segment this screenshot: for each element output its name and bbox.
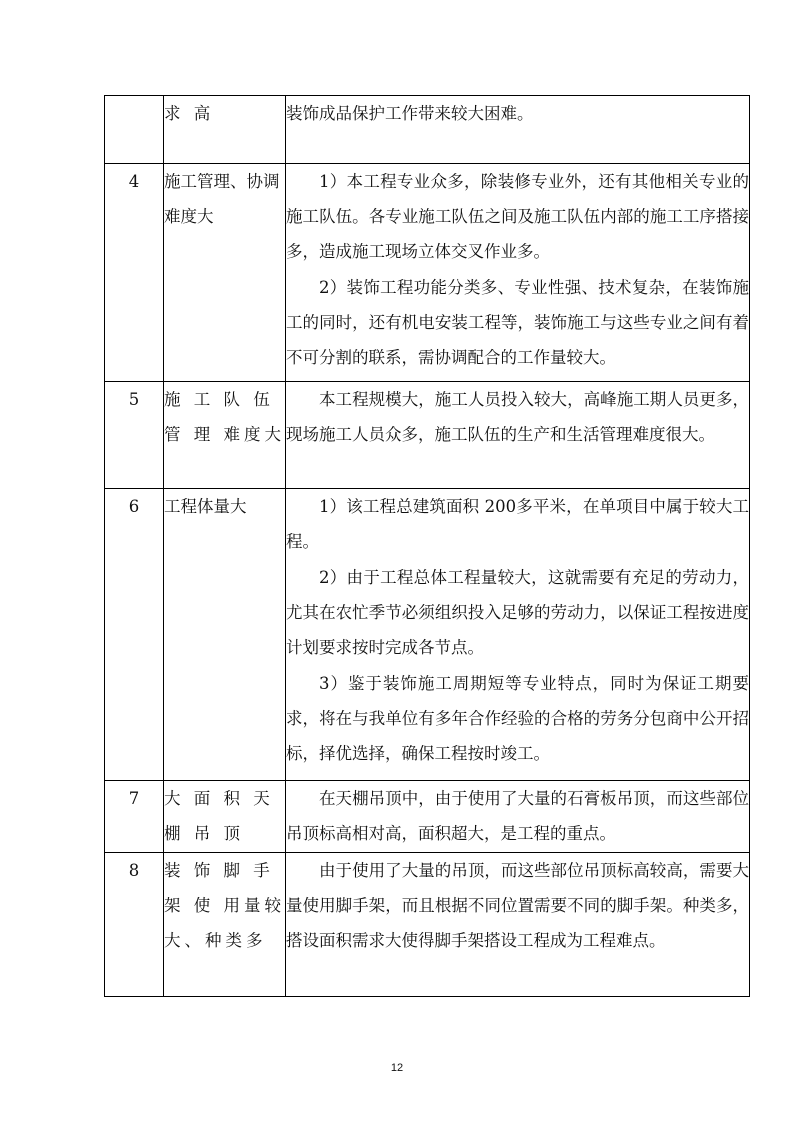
item-name: 大 面 积 天 棚 吊 顶 <box>164 781 286 853</box>
item-description <box>286 781 750 853</box>
row-number <box>105 96 164 164</box>
row-number: 4 <box>105 164 164 382</box>
row-number: 7 <box>105 781 164 853</box>
description-paragraph: 装饰成品保护工作带来较大困难。 <box>286 104 534 123</box>
table-row <box>105 164 750 382</box>
page-number: 12 <box>390 1062 404 1074</box>
description-paragraph: 本工程规模大，施工人员投入较大，高峰施工期人员更多，现场施工人员众多，施工队伍的生产和生活管理难度很大。 <box>286 390 749 444</box>
item-name: 求 高 <box>164 96 286 164</box>
table-row <box>105 853 750 997</box>
description-paragraph: 1）本工程专业众多，除装修专业外，还有其他相关专业的施工队伍。各专业施工队伍之间及施工队伍内部的施工工序搭接多，造成施工现场立体交叉作业多。 <box>286 172 749 261</box>
table-row <box>105 96 750 164</box>
description-paragraph: 2）装饰工程功能分类多、专业性强、技术复杂，在装饰施工的同时，还有机电安装工程等，装饰施工与这些专业之间有着不可分割的联系，需协调配合的工作量较大。 <box>286 278 749 367</box>
row-number: 6 <box>105 489 164 781</box>
item-description <box>286 96 750 164</box>
difficulty-table <box>104 95 750 997</box>
item-description <box>286 382 750 489</box>
description-paragraph: 2）由于工程总体工程量较大，这就需要有充足的劳动力，尤其在农忙季节必须组织投入足够的劳动力，以保证工程按进度计划要求按时完成各节点。 <box>286 568 749 657</box>
table-row <box>105 781 750 853</box>
table-row <box>105 489 750 781</box>
row-number: 5 <box>105 382 164 489</box>
description-paragraph: 1）该工程总建筑面积 200多平米，在单项目中属于较大工程。 <box>286 497 749 551</box>
description-paragraph: 3）鉴于装饰施工周期短等专业特点，同时为保证工期要求，将在与我单位有多年合作经验的合格的劳务分包商中公开招标，择优选择，确保工程按时竣工。 <box>286 674 749 763</box>
table-row <box>105 382 750 489</box>
item-name: 施工管理、协调难度大 <box>164 164 286 382</box>
item-description <box>286 489 750 781</box>
row-number: 8 <box>105 853 164 997</box>
item-name: 装 饰 脚 手 架 使 用量较大、种类多 <box>164 853 286 997</box>
item-name: 施 工 队 伍 管 理 难度大 <box>164 382 286 489</box>
description-paragraph: 在天棚吊顶中，由于使用了大量的石膏板吊顶，而这些部位吊顶标高相对高，面积超大，是工程的重点。 <box>286 789 749 843</box>
item-description <box>286 164 750 382</box>
description-paragraph: 由于使用了大量的吊顶，而这些部位吊顶标高较高，需要大量使用脚手架，而且根据不同位置需要不同的脚手架。种类多，搭设面积需求大使得脚手架搭设工程成为工程难点。 <box>286 861 749 950</box>
item-name: 工程体量大 <box>164 489 286 781</box>
item-description <box>286 853 750 997</box>
